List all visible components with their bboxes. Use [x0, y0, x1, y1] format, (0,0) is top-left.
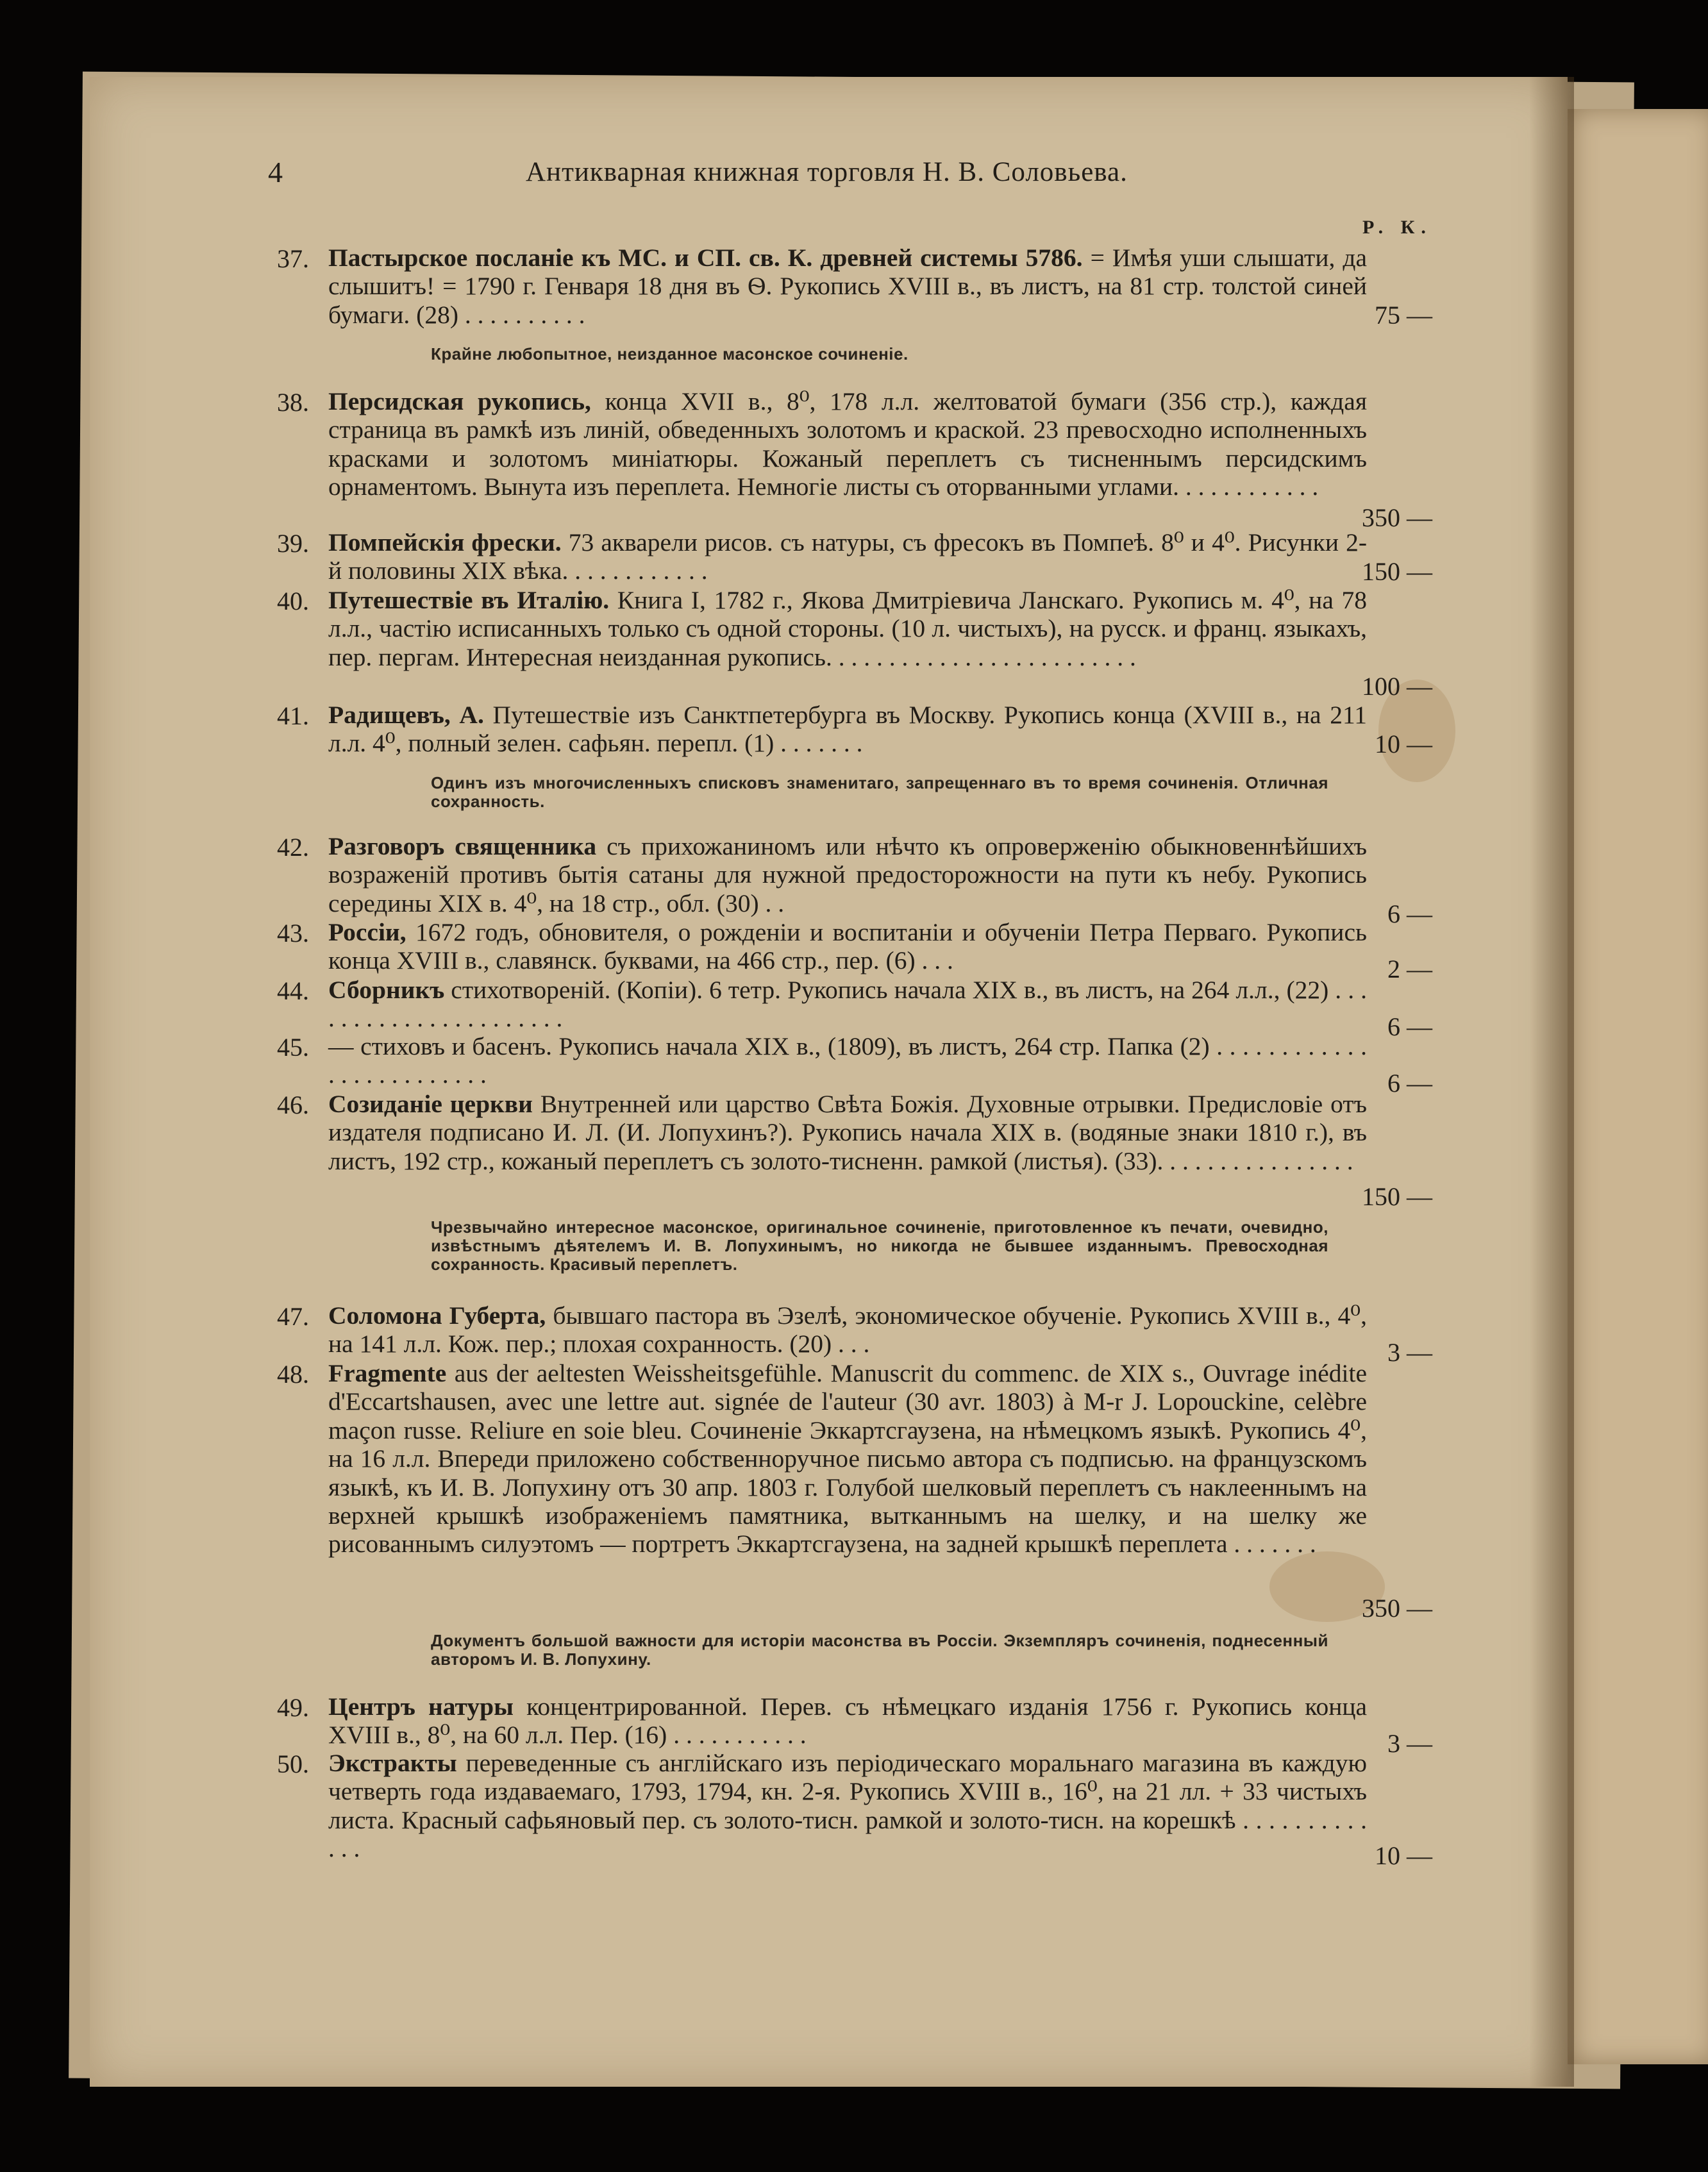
entry-text: бывшаго пастора въ Эзелѣ, экономическое обученіе. Рукопись XVIII в., 4⁰, на 141 л.л. Кож. пер.; плохая сохранность. (20) . . . — [328, 1301, 1367, 1358]
entry-number: 38. — [277, 388, 309, 417]
entry-number: 37. — [277, 244, 309, 273]
entry-title: Россіи, — [328, 918, 406, 946]
entry-price: 150 — — [1362, 557, 1432, 586]
entry-text: Книга I, 1782 г., Якова Дмитріевича Ланскаго. Рукопись м. 4⁰, на 78 л.л., частію исписанныхъ только съ одной стороны. (10 л. чистыхъ), на русск. и франц. языкахъ, пер. пергам. Интересная неизданная рукопись. . . . . . . . . . . . . . . . . . . . . . . . . — [328, 586, 1368, 671]
entry-number: 50. — [277, 1750, 309, 1778]
entry-number: 46. — [277, 1090, 309, 1119]
entry-title: Помпейскія фрески. — [328, 528, 562, 556]
entry-price: 75 — — [1375, 301, 1432, 330]
entry-body — [328, 701, 1367, 758]
entry-title: Радищевъ, А. — [328, 701, 484, 729]
entry-number: 40. — [277, 587, 309, 615]
entry-number: 43. — [277, 919, 309, 948]
entry-price: 6 — — [1387, 899, 1432, 928]
entry-text: aus der aeltesten Weissheitsgefühle. Manuscrit du commenc. de XIX s., Ouvrage inédite d'Eccartshausen, avec une lettre aut. signée de l'auteur (30 avr. 1803) à M-r J. Lopouckine, celèbre maçon russe. Reliure en soie bleu. Сочиненіе Эккартсгаузена, на нѣмецкомъ языкѣ. Рукопись 4⁰, на 16 л.л. Впереди приложено собственноручное письмо автора съ подписью. на французскомъ языкѣ, къ И. В. Лопухину отъ 30 апр. 1803 г. Голубой шелковый переплетъ съ наклееннымъ на верхней крышкѣ изображеніемъ памятника, вытканнымъ на шелку, и на шелку же рисованнымъ силуэтомъ — портретъ Эккартсгаузена, на задней крышкѣ переплета . . . . . . . — [328, 1359, 1367, 1558]
entry-price: 150 — — [1362, 1182, 1432, 1211]
entry-text: съ прихожаниномъ или нѣчто къ опроверженію обыкновеннѣйшихъ возраженій противъ бытія сатаны для нужной предосторожности на пути къ небу. Рукопись середины XIX в. 4⁰, на 18 стр., обл. (30) . . — [328, 832, 1367, 917]
entry-text: Путешествіе изъ Санктпетербурга въ Москву. Рукопись конца (XVIII в., на 211 л.л. 4⁰, полный зелен. сафьян. перепл. (1) . . . . . . . — [328, 701, 1367, 758]
entry-title: Fragmente — [328, 1359, 447, 1387]
entry-title: Центръ натуры — [328, 1692, 514, 1721]
entry-text: переведенные съ англійскаго изъ періодическаго моральнаго магазина въ каждую четверть года издаваемаго, 1793, 1794, кн. 2-я. Рукопись XVIII в., 16⁰, на 21 лл. + 33 чистыхъ листа. Красный сафьяновый пер. съ золото-тисн. рамкой и золото-тисн. на корешкѣ . . . . . . . . . . . . . — [328, 1749, 1367, 1863]
page-number: 4 — [268, 156, 283, 188]
entry-price: 3 — — [1387, 1338, 1432, 1367]
entry-title: Экстракты — [328, 1749, 457, 1777]
entry-number: 39. — [277, 529, 309, 558]
entry-number: 49. — [277, 1693, 309, 1722]
entry-note: Крайне любопытное, неизданное масонское сочиненіе. — [431, 344, 908, 363]
entry-body — [328, 1359, 1367, 1558]
entry-text: конца XVII в., 8⁰, 178 л.л. желтоватой бумаги (356 стр.), каждая страница въ рамкѣ изъ линій, обведенныхъ золотомъ и краской. 23 превосходно исполненныхъ красками и золотомъ миніатюры. Кожаный переплетъ съ тисненнымъ персидскимъ орнаментомъ. Вынута изъ переплета. Немногіе листы съ оторванными углами. . . . . . . . . . . . — [328, 387, 1367, 501]
entry-price: 6 — — [1387, 1012, 1432, 1041]
entry-number: 45. — [277, 1033, 309, 1062]
running-head: Антикварная книжная торговля Н. В. Соловьева. — [526, 157, 1128, 187]
entry-price: 6 — — [1387, 1069, 1432, 1098]
entry-number: 48. — [277, 1360, 309, 1389]
entry-price: 350 — — [1362, 1594, 1432, 1623]
entry-body — [328, 528, 1367, 585]
entry-body — [328, 1749, 1367, 1863]
entry-price: 350 — — [1362, 503, 1432, 532]
entry-title: Путешествіе въ Италію. — [328, 586, 610, 614]
entry-title: Сборникъ — [328, 976, 445, 1004]
entry-title: Персидская рукопись, — [328, 387, 591, 415]
entry-price: 2 — — [1387, 955, 1432, 983]
entry-text: 1672 годъ, обновителя, о рожденіи и воспитаніи и обученіи Петра Перваго. Рукопись конца XVIII в., славянск. буквами, на 466 стр., пер. (6) . . . — [328, 918, 1367, 975]
page-header — [256, 155, 1449, 200]
entry-note: Документъ большой важности для исторіи масонства въ Россіи. Экземпляръ сочиненія, поднесенный авторомъ И. В. Лопухину. — [431, 1631, 1328, 1669]
entry-body — [328, 1692, 1367, 1750]
entry-text: Внутренней или царство Свѣта Божія. Духовные отрывки. Предисловіе отъ издателя подписано И. Л. (И. Лопухинъ?). Рукопись начала XIX в. (водяные знаки 1810 г.), въ листъ, 192 стр., кожаный переплетъ съ золото-тисненн. рамкой (листья). (33). . . . . . . . . . . . . . . . — [328, 1090, 1368, 1175]
entry-body — [328, 1301, 1367, 1358]
entry-title: Соломона Губерта, — [328, 1301, 546, 1330]
entry-price: 100 — — [1362, 672, 1432, 701]
entry-body — [328, 976, 1367, 1033]
entry-text: концентрированной. Перев. съ нѣмецкаго изданія 1756 г. Рукопись конца XVIII в., 8⁰, на 60 л.л. Пер. (16) . . . . . . . . . . . — [328, 1692, 1368, 1750]
entry-title: Созиданіе церкви — [328, 1090, 533, 1118]
entry-text: — стиховъ и басенъ. Рукопись начала XIX в., (1809), въ листъ, 264 стр. Папка (2) . . . . . . . . . . . . . . . . . . . . . . . . . — [328, 1032, 1367, 1089]
entry-number: 47. — [277, 1302, 309, 1331]
entry-price: 10 — — [1375, 1841, 1432, 1870]
entry-number: 44. — [277, 976, 309, 1005]
entry-body — [328, 586, 1367, 671]
entry-body — [328, 244, 1367, 329]
entry-price: 10 — — [1375, 730, 1432, 758]
entry-body — [328, 1032, 1367, 1089]
entry-text: 73 акварели рисов. съ натуры, съ фресокъ въ Помпеѣ. 8⁰ и 4⁰. Рисунки 2-й половины XIX вѣка. . . . . . . . . . . . — [328, 528, 1367, 585]
entry-note: Одинъ изъ многочисленныхъ списковъ знаменитаго, запрещеннаго въ то время сочиненія. Отличная сохранность. — [431, 773, 1328, 811]
entry-number: 41. — [277, 701, 309, 730]
entry-title: Разговоръ священника — [328, 832, 597, 860]
entry-title: Пастырское посланіе къ МС. и СП. св. К. древней системы 5786. — [328, 244, 1083, 272]
entry-price: 3 — — [1387, 1729, 1432, 1758]
entry-number: 42. — [277, 833, 309, 862]
entry-text: = Имѣя уши слышати, да слышитъ! = 1790 г. Генваря 18 дня въ Ѳ. Рукопись XVIII в., въ листъ, на 81 стр. толстой синей бумаги. (28) . . . . . . . . . . — [328, 244, 1367, 329]
entry-text: стихотвореній. (Копіи). 6 тетр. Рукопись начала XIX в., въ листъ, на 264 л.л., (22) . . . . . . . . . . . . . . . . . . . . . . — [328, 976, 1367, 1033]
price-column-header: Р. К. — [1362, 217, 1432, 238]
entry-body — [328, 387, 1367, 501]
entry-body — [328, 918, 1367, 975]
entry-note: Чрезвычайно интересное масонское, оригинальное сочиненіе, приготовленное къ печати, очевидно, извѣстнымъ дѣятелемъ И. В. Лопухинымъ, но никогда не бывшее изданнымъ. Превосходная сохранность. Красивый переплетъ. — [431, 1217, 1328, 1274]
entry-body — [328, 1090, 1367, 1175]
entry-body — [328, 832, 1367, 917]
